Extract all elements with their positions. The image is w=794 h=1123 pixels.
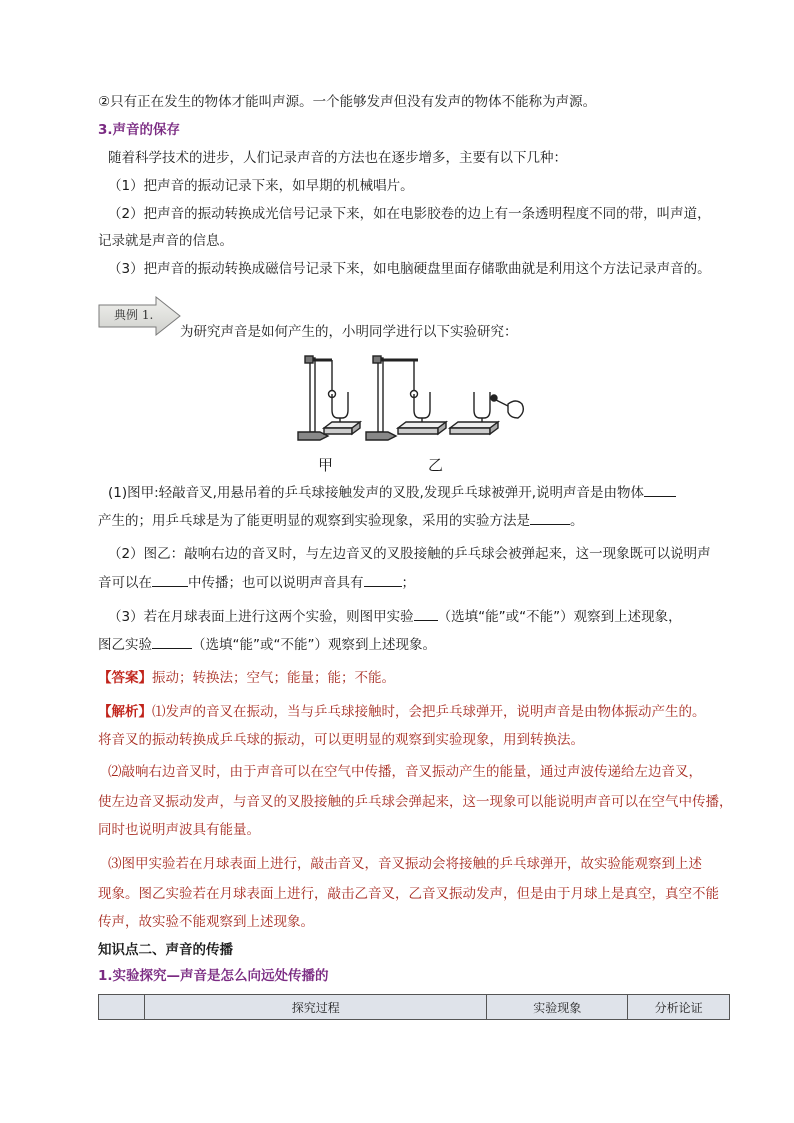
question-3-cont: 图乙实验 （选填“能”或“不能”）观察到上述现象。 — [98, 634, 436, 655]
experiment-table — [98, 994, 730, 1020]
text-line: （1）把声音的振动记录下来，如早期的机械唱片。 — [108, 178, 414, 194]
text-line: （2）把声音的振动转换成光信号记录下来，如在电影胶卷的边上有一条透明程度不同的带，叫声道， — [108, 206, 711, 222]
table-header-cell: 实验现象 — [487, 995, 628, 1020]
answer-blank — [364, 572, 402, 587]
example-tag-label: 典例 1. — [114, 308, 154, 322]
experiment-figure — [290, 348, 526, 474]
section-heading: 3.声音的保存 — [98, 122, 181, 138]
analysis-line: 将音叉的振动转换成乒乓球的振动，可以更明显的观察到实验现象，用到转换法。 — [98, 732, 584, 748]
analysis-line: 现象。图乙实验若在月球表面上进行，敲击乙音叉，乙音叉振动发声，但是由于月球上是真空，真空不能 — [98, 886, 719, 902]
analysis-line: 【解析】⑴发声的音叉在振动，当与乒乓球接触时，会把乒乓球弹开，说明声音是由物体振动产生的。 — [98, 704, 706, 720]
example-intro: 为研究声音是如何产生的，小明同学进行以下实验研究： — [180, 324, 518, 340]
answer-blank — [644, 482, 676, 497]
section-title: 知识点二、声音的传播 — [98, 942, 233, 958]
question-1-cont: 产生的；用乒乓球是为了能更明显的观察到实验现象，采用的实验方法是 。 — [98, 510, 584, 531]
answer-text: 振动；转换法；空气；能量；能；不能。 — [152, 670, 395, 686]
analysis-line: 传声，故实验不能观察到上述现象。 — [98, 914, 314, 930]
text-line: ②只有正在发生的物体才能叫声源。一个能够发声但没有发声的物体不能称为声源。 — [98, 94, 597, 110]
figure-label-a: 甲 — [318, 456, 334, 474]
analysis-line: 使左边音叉振动发声，与音叉的叉股接触的乒乓球会弹起来，这一现象可以能说明声音可以在空气中传播， — [98, 794, 733, 810]
text-line: 随着科学技术的进步，人们记录声音的方法也在逐步增多，主要有以下几种： — [108, 150, 567, 166]
answer-blank — [152, 572, 188, 587]
example-tag — [98, 296, 182, 336]
table-header-cell — [99, 995, 145, 1020]
question-2: （2）图乙：敲响右边的音叉时，与左边音叉的叉股接触的乒乓球会被弹起来，这一现象既可以说明声 — [108, 546, 711, 562]
question-1: (1)图甲:轻敲音叉,用悬吊着的乒乓球接触发声的叉股,发现乒乓球被弹开,说明声音是由物体 — [108, 482, 676, 503]
question-3: （3）若在月球表面上进行这两个实验，则图甲实验 （选填“能”或“不能”）观察到上述现象， — [108, 606, 682, 627]
analysis-line: ⑵敲响右边音叉时，由于声音可以在空气中传播，音叉振动产生的能量，通过声波传递给左边音叉， — [108, 764, 702, 780]
question-2-cont: 音可以在 中传播；也可以说明声音具有 ； — [98, 572, 415, 593]
section-subtitle: 1.实验探究—声音是怎么向远处传播的 — [98, 968, 329, 984]
answer-line — [98, 668, 395, 688]
answer-label: 【答案】 — [98, 670, 152, 686]
table-header-cell: 分析论证 — [628, 995, 730, 1020]
answer-blank — [152, 634, 192, 649]
text-line: 记录就是声音的信息。 — [98, 233, 233, 249]
analysis-line: ⑶图甲实验若在月球表面上进行，敲击音叉，音叉振动会将接触的乒乓球弹开，故实验能观察到上述 — [108, 856, 702, 872]
text-line: （3）把声音的振动转换成磁信号记录下来，如电脑硬盘里面存储歌曲就是利用这个方法记录声音的。 — [108, 261, 711, 277]
analysis-label: 【解析】 — [98, 704, 152, 720]
table-header-cell: 探究过程 — [145, 995, 487, 1020]
analysis-line: 同时也说明声波具有能量。 — [98, 822, 260, 838]
answer-blank — [414, 606, 438, 621]
answer-blank — [530, 510, 570, 525]
figure-label-b: 乙 — [428, 456, 444, 474]
